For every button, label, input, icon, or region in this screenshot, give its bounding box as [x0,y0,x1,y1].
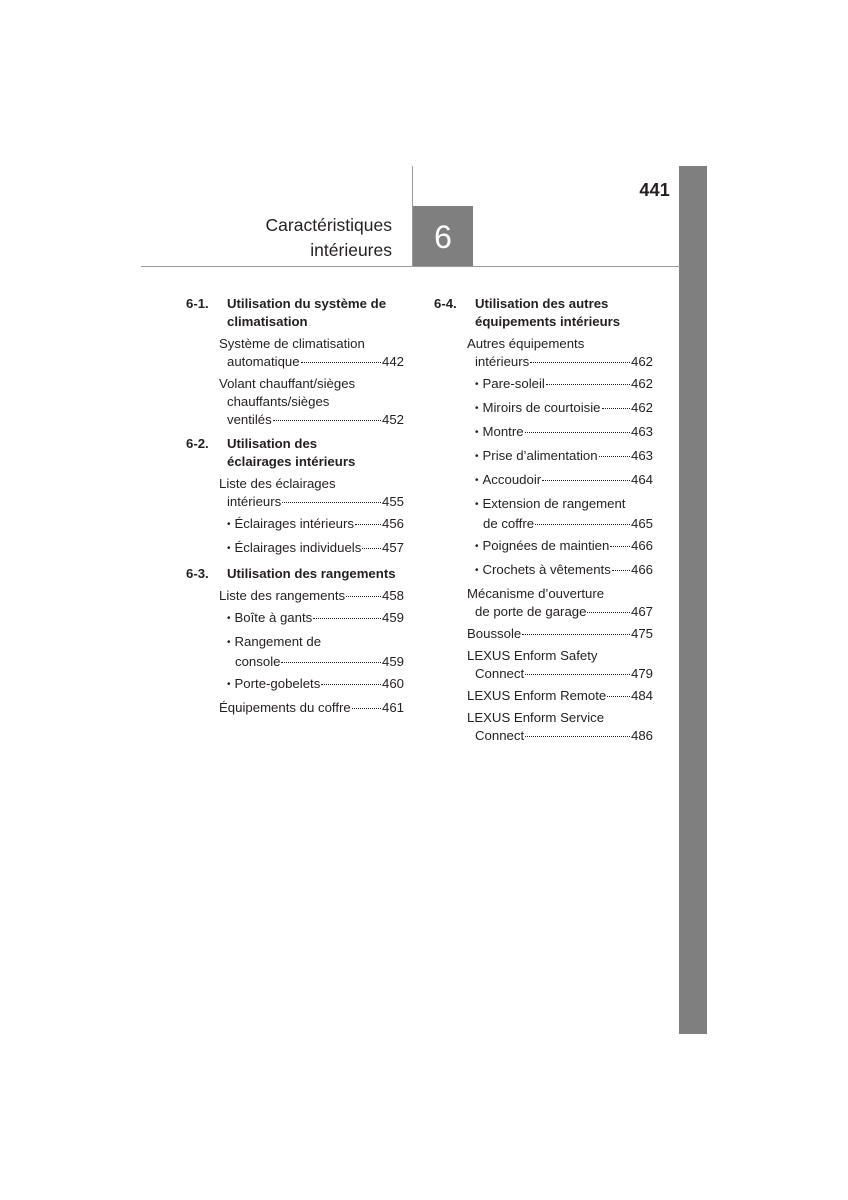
section-title: Utilisation des éclairages intérieurs [227,436,356,469]
dot-leader [282,501,381,503]
page-ref: 462 [630,354,653,369]
toc-section-heading[interactable] [186,295,404,331]
dot-leader [542,479,630,481]
toc-section-heading[interactable] [186,565,404,583]
bullet-icon: • [475,499,479,510]
entry-label: Connect [475,666,525,681]
entry-label: Poignées de maintien [482,538,610,553]
page-number: 441 [639,180,670,200]
entry-label: Connect [475,728,525,743]
bullet-icon: • [475,427,479,438]
toc-entry[interactable] [434,335,653,371]
toc-entry[interactable] [186,609,404,629]
page-ref: 458 [381,588,404,603]
chapter-title [266,213,392,263]
dot-leader [546,383,630,385]
toc-entry[interactable] [434,687,653,705]
entry-label: Boussole [467,626,522,641]
dot-leader [522,633,630,635]
page-ref: 467 [630,604,653,619]
entry-label: LEXUS Enform Remote [467,688,607,703]
page-ref: 463 [630,448,653,463]
entry-label: Prise d’alimentation [482,448,598,463]
toc-section-heading[interactable] [434,295,653,331]
bullet-icon: • [475,475,479,486]
section-title: Utilisation des autres équipements intérieurs [475,296,621,329]
entry-label: LEXUS Enform Safety [467,648,598,663]
dot-leader [346,595,381,597]
toc-entry[interactable] [434,399,653,419]
page-ref: 459 [381,610,404,625]
toc-entry[interactable] [434,537,653,557]
chapter-title-line: Caractéristiques [265,215,392,235]
page-ref: 479 [630,666,653,681]
page-ref: 456 [381,516,404,531]
toc-entry[interactable] [186,375,404,429]
toc-entry[interactable] [434,375,653,395]
toc-entry[interactable] [434,423,653,443]
entry-label: Mécanisme d’ouverture [467,586,605,601]
dot-leader [301,361,381,363]
entry-label: Éclairages intérieurs [234,516,354,531]
toc-entry[interactable] [186,539,404,559]
toc-entry[interactable] [434,495,653,533]
page-ref: 460 [381,676,404,691]
side-chapter-tab [679,166,707,1034]
toc-entry[interactable] [434,647,653,683]
toc-left-column [186,295,404,717]
bullet-icon: • [227,613,231,624]
dot-leader [610,545,630,547]
dot-leader [281,661,381,663]
entry-label: Extension de rangement [482,496,626,511]
entry-label: Système de climatisation [219,336,365,351]
page-ref: 475 [630,626,653,641]
page-ref: 457 [381,540,404,555]
entry-label: Équipements du coffre [219,700,351,715]
entry-label: LEXUS Enform Service [467,710,605,725]
dot-leader [525,735,630,737]
entry-label: Éclairages individuels [234,540,362,555]
toc-entry[interactable] [434,709,653,745]
page-ref: 462 [630,376,653,391]
page-ref: 466 [630,562,653,577]
dot-leader [607,695,630,697]
section-title: Utilisation du système de climatisation [227,296,387,329]
page-ref: 462 [630,400,653,415]
toc-entry[interactable] [434,447,653,467]
bullet-icon: • [227,543,231,554]
page-ref: 465 [630,516,653,531]
page-ref: 459 [381,654,404,669]
toc-entry[interactable] [434,471,653,491]
toc-entry[interactable] [434,585,653,621]
toc-entry[interactable] [186,475,404,511]
entry-label: Miroirs de courtoisie [482,400,601,415]
toc-section-heading[interactable] [186,435,404,471]
entry-label: Rangement de [234,634,322,649]
section-number: 6-4. [434,296,457,311]
section-title: Utilisation des rangements [227,566,396,581]
entry-label: Pare-soleil [482,376,545,391]
dot-leader [599,455,630,457]
dot-leader [525,431,630,433]
chapter-title-line: intérieures [310,240,392,260]
toc-entry[interactable] [186,675,404,695]
dot-leader [612,569,630,571]
header-horizontal-rule [141,266,680,267]
page-ref: 466 [630,538,653,553]
page-ref: 442 [381,354,404,369]
bullet-icon: • [475,541,479,552]
dot-leader [313,617,381,619]
entry-label: intérieurs [475,354,530,369]
bullet-icon: • [227,637,231,648]
page-ref: 452 [381,412,404,427]
dot-leader [321,683,381,685]
bullet-icon: • [227,519,231,530]
dot-leader [355,523,381,525]
entry-label: chauffants/sièges [227,394,330,409]
entry-label: Volant chauffant/sièges [219,376,356,391]
chapter-number-box: 6 [413,206,473,266]
bullet-icon: • [475,403,479,414]
dot-leader [273,419,381,421]
entry-label: Boîte à gants [234,610,313,625]
entry-label: console [235,654,281,669]
bullet-icon: • [227,679,231,690]
toc-right-column [434,295,653,745]
dot-leader [602,407,630,409]
entry-label: de porte de garage [475,604,587,619]
entry-label: Accoudoir [482,472,542,487]
toc-entry[interactable] [186,633,404,671]
entry-label: Autres équipements [467,336,585,351]
dot-leader [535,523,630,525]
toc-entry[interactable] [186,699,404,717]
bullet-icon: • [475,379,479,390]
entry-label: ventilés [227,412,272,427]
section-number: 6-2. [186,436,209,451]
dot-leader [525,673,630,675]
entry-label: automatique [227,354,300,369]
entry-label: Crochets à vêtements [482,562,611,577]
dot-leader [352,707,381,709]
page-ref: 486 [630,728,653,743]
entry-label: Liste des éclairages [219,476,336,491]
dot-leader [362,547,381,549]
entry-label: Porte-gobelets [234,676,321,691]
toc-entry[interactable] [434,625,653,643]
toc-entry[interactable] [434,561,653,581]
page-ref: 464 [630,472,653,487]
page-ref: 463 [630,424,653,439]
page-ref: 461 [381,700,404,715]
entry-label: intérieurs [227,494,282,509]
page-ref: 484 [630,688,653,703]
section-number: 6-3. [186,566,209,581]
entry-label: Montre [482,424,524,439]
entry-label: Liste des rangements [219,588,346,603]
bullet-icon: • [475,565,479,576]
toc-entry[interactable] [186,515,404,535]
toc-entry[interactable] [186,587,404,605]
bullet-icon: • [475,451,479,462]
entry-label: de coffre [483,516,535,531]
dot-leader [587,611,630,613]
section-number: 6-1. [186,296,209,311]
toc-entry[interactable] [186,335,404,371]
page-ref: 455 [381,494,404,509]
dot-leader [530,361,630,363]
